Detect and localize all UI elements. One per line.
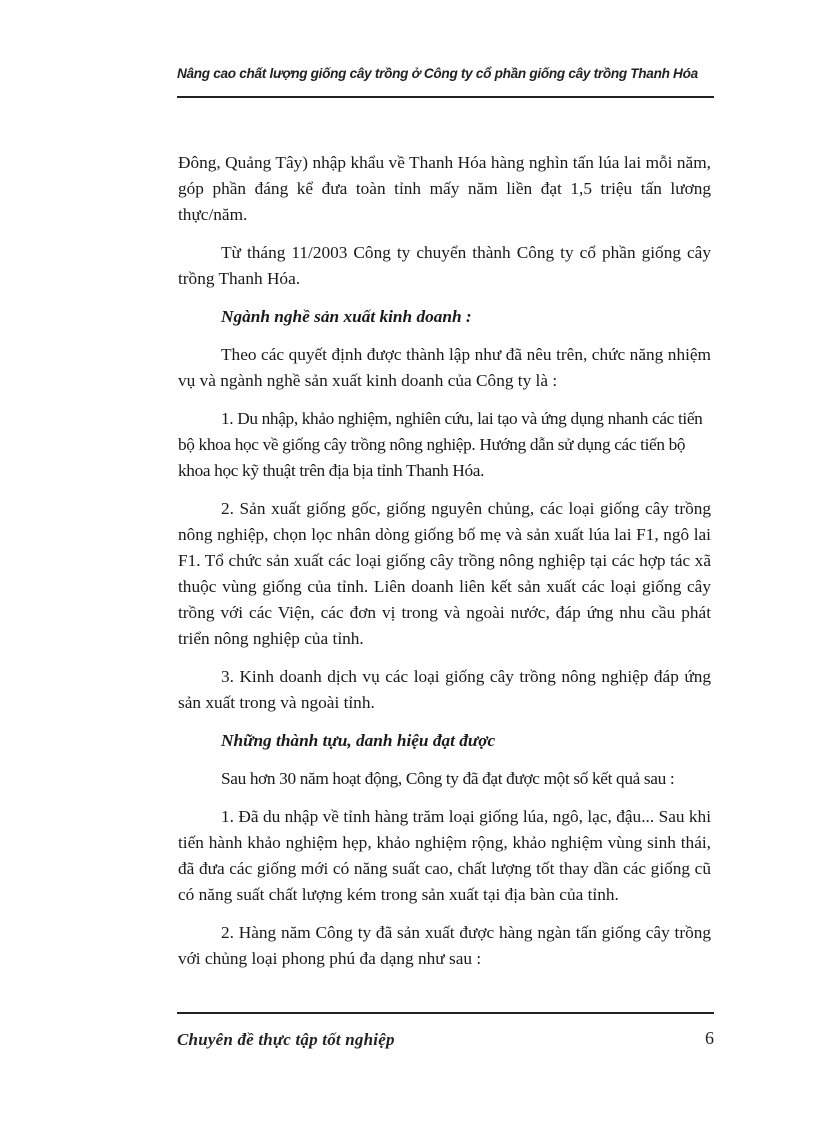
list-item-paragraph: 1. Đã du nhập về tỉnh hàng trăm loại giống lúa, ngô, lạc, đậu... Sau khi tiến hành khảo nghiệm hẹp, khảo nghiệm rộng, khảo nghiệm vùng sinh thái, đã đưa các giống mới có năng suất cao, chất lượng tốt thay dần các giống cũ có năng suất chất lượng kém trong sản xuất tại địa bàn của tỉnh. bbox=[178, 807, 711, 904]
list-item-paragraph: 2. Sản xuất giống gốc, giống nguyên chủng, các loại giống cây trồng nông nghiệp, chọn lọc nhân dòng giống bố mẹ và sản xuất lúa lai F1, ngô lai F1. Tổ chức sản xuất các loại giống cây trồng nông nghiệp tại các hợp tác xã thuộc vùng giống của tỉnh. Liên doanh liên kết sản xuất các loại giống cây trồng với các Viện, các đơn vị trong và ngoài nước, đáp ứng nhu cầu phát triển nông nghiệp của tỉnh. bbox=[178, 499, 711, 648]
body-paragraph: Sau hơn 30 năm hoạt động, Công ty đã đạt được một số kết quả sau : bbox=[221, 769, 675, 788]
list-item-paragraph: 3. Kinh doanh dịch vụ các loại giống cây trồng nông nghiệp đáp ứng sản xuất trong và ngoài tỉnh. bbox=[178, 667, 711, 712]
page-body bbox=[178, 150, 711, 984]
section-heading: Những thành tựu, danh hiệu đạt được bbox=[221, 731, 496, 750]
footer-divider bbox=[177, 1012, 714, 1014]
list-item-paragraph: 1. Du nhập, khảo nghiệm, nghiên cứu, lai tạo và ứng dụng nhanh các tiến bộ khoa học về giống cây trồng nông nghiệp. Hướng dẫn sử dụng các tiến bộ khoa học kỹ thuật trên địa bịa tỉnh Thanh Hóa. bbox=[178, 409, 703, 480]
body-paragraph: Theo các quyết định được thành lập như đã nêu trên, chức năng nhiệm vụ và ngành nghề sản xuất kinh doanh của Công ty là : bbox=[178, 345, 711, 390]
section-heading: Ngành nghề sản xuất kinh doanh : bbox=[221, 307, 472, 326]
header-divider bbox=[177, 96, 714, 98]
list-item-paragraph: 2. Hàng năm Công ty đã sản xuất được hàng ngàn tấn giống cây trồng với chủng loại phong phú đa dạng như sau : bbox=[178, 923, 711, 968]
page-number: 6 bbox=[705, 1028, 714, 1048]
running-header-title: Nâng cao chất lượng giống cây trồng ở Công ty cổ phần giống cây trồng Thanh Hóa bbox=[177, 66, 698, 81]
body-paragraph: Từ tháng 11/2003 Công ty chuyển thành Công ty cổ phần giống cây trồng Thanh Hóa. bbox=[178, 243, 711, 288]
footer-label: Chuyên đề thực tập tốt nghiệp bbox=[177, 1030, 395, 1049]
body-paragraph: Đông, Quảng Tây) nhập khẩu về Thanh Hóa hàng nghìn tấn lúa lai mỗi năm, góp phần đáng kể đưa toàn tỉnh mấy năm liền đạt 1,5 triệu tấn lương thực/năm. bbox=[178, 153, 711, 224]
